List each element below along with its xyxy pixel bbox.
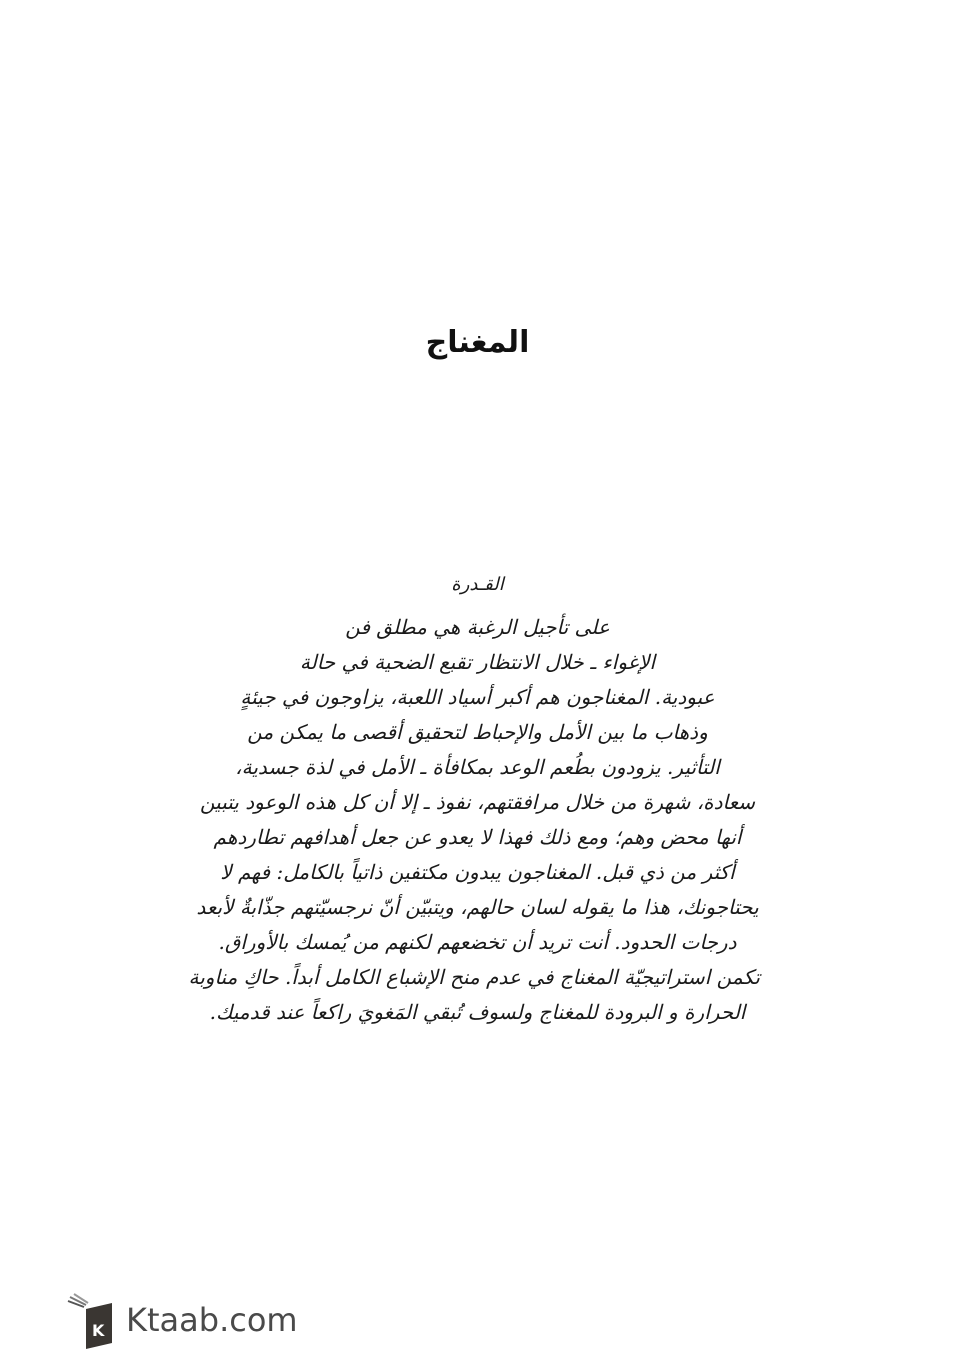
text-line: درجات الحدود. أنت تريد أن تخضعهم لكنهم من يُمسك بالأوراق. — [218, 930, 737, 954]
text-line: عبودية. المغناجون هم أكبر أسياد اللعبة، يزاوجون في جيئةٍ — [240, 685, 715, 709]
text-line: التأثير. يزودون بطُعم الوعد بمكافأة ـ الأمل في لذة جسدية، — [235, 755, 720, 779]
site-name: Ktaab.com — [126, 1301, 298, 1339]
chapter-epigraph — [188, 565, 760, 1030]
text-line: سعادة، شهرة من خلال مرافقتهم، نفوذ ـ إلا أن كل هذه الوعود يتبين — [199, 790, 756, 814]
text-line: على تأجيل الرغبة هي مطلق فن — [345, 615, 610, 639]
chapter-title: المغناج — [425, 325, 530, 360]
text-line: القـدرة — [451, 574, 504, 595]
text-line: أكثر من ذي قبل. المغناجون يبدون مكتفين ذاتياً بالكامل: فهم لا — [220, 860, 735, 884]
svg-text:K: K — [92, 1321, 105, 1340]
book-logo-icon — [62, 1291, 114, 1349]
text-line: أنها محض وهم؛ ومع ذلك فهذا لا يعدو عن جعل أهدافهم تطاردهم — [213, 825, 742, 849]
text-line: الحرارة و البرودة للمغناج ولسوف تُبقي المَغويَ راكعاً عند قدميك. — [209, 1000, 746, 1024]
text-line: وذهاب ما بين الأمل والإحباط لتحقيق أقصى ما يمكن من — [247, 720, 708, 744]
text-line: تكمن استراتيجيّة المغناج في عدم منح الإشباع الكامل أبداً. حاكِ مناوبة — [188, 965, 760, 989]
text-line: يحتاجونك، هذا ما يقوله لسان حالهم، ويتبيّن أنّ نرجسيّتهم جذّابةٌ لأبعد — [196, 895, 759, 919]
text-line: الإغواء ـ خلال الانتظار تقبع الضحية في حالة — [299, 650, 656, 674]
ktaab-watermark — [62, 1290, 298, 1350]
